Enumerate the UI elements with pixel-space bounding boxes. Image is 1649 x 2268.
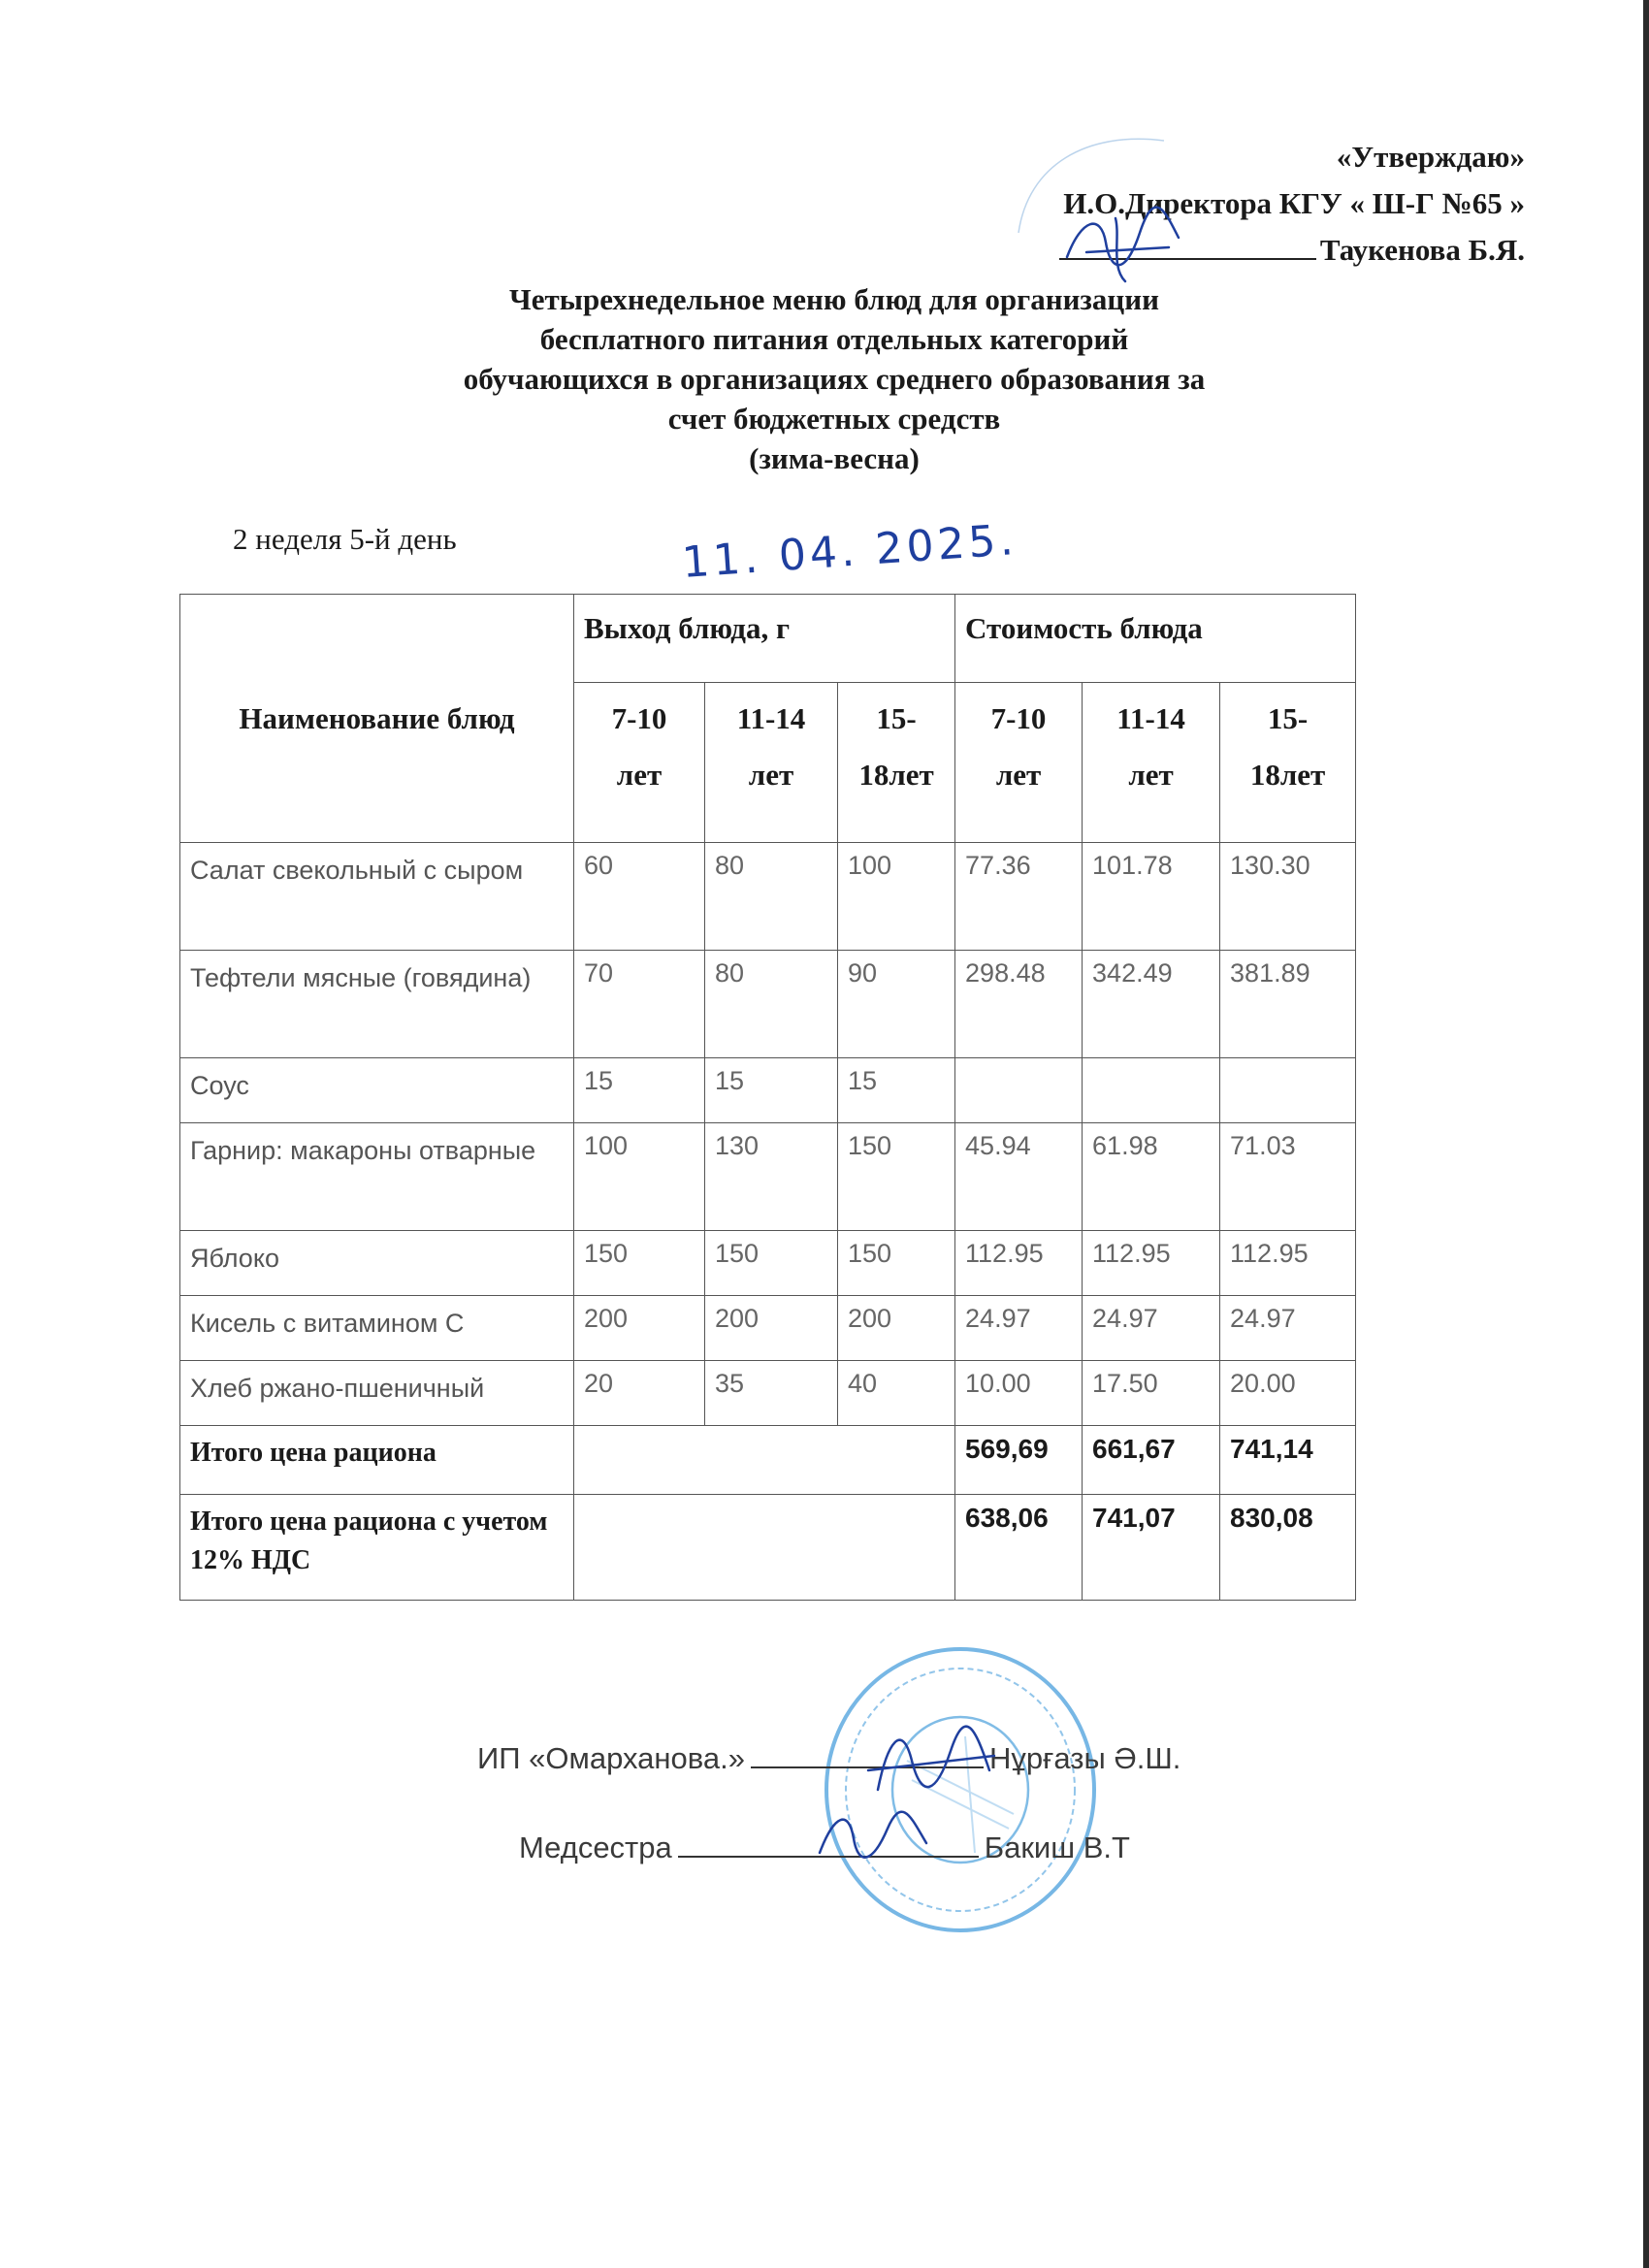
output-11-14: 35	[705, 1361, 838, 1426]
age-7-10-cost: 7-10 лет	[955, 683, 1083, 843]
dish-name: Хлеб ржано-пшеничный	[180, 1361, 574, 1426]
output-11-14: 130	[705, 1123, 838, 1231]
total-vat-15-18: 830,08	[1220, 1495, 1356, 1601]
table-row	[180, 1231, 1356, 1296]
nurse-label: Медсестра	[519, 1831, 672, 1864]
total-label: Итого цена рациона	[180, 1426, 574, 1495]
cost-11-14: 101.78	[1083, 843, 1220, 951]
cost-7-10: 10.00	[955, 1361, 1083, 1426]
total-vat-label: Итого цена рациона с учетом 12% НДС	[180, 1495, 574, 1601]
handwritten-date: 11. 04. 2025.	[680, 514, 1019, 588]
output-7-10: 150	[574, 1231, 705, 1296]
cost-11-14: 342.49	[1083, 951, 1220, 1058]
cost-7-10: 298.48	[955, 951, 1083, 1058]
nurse-signature-mark	[810, 1799, 936, 1867]
output-11-14: 200	[705, 1296, 838, 1361]
output-7-10: 200	[574, 1296, 705, 1361]
header-row	[180, 595, 1356, 683]
cost-15-18: 24.97	[1220, 1296, 1356, 1361]
cost-15-18: 112.95	[1220, 1231, 1356, 1296]
output-11-14: 15	[705, 1058, 838, 1123]
total-row	[180, 1426, 1356, 1495]
age-11-14-output: 11-14 лет	[705, 683, 838, 843]
dish-name: Кисель с витамином С	[180, 1296, 574, 1361]
age-15-18-cost: 15- 18лет	[1220, 683, 1356, 843]
cost-7-10: 45.94	[955, 1123, 1083, 1231]
table-row	[180, 1058, 1356, 1123]
output-15-18: 150	[838, 1123, 955, 1231]
total-vat-row	[180, 1495, 1356, 1601]
title-line-4: счет бюджетных средств	[667, 402, 1001, 436]
cost-15-18: 381.89	[1220, 951, 1356, 1058]
cost-11-14: 24.97	[1083, 1296, 1220, 1361]
dish-name: Гарнир: макароны отварные	[180, 1123, 574, 1231]
title-line-5: (зима-весна)	[749, 441, 920, 475]
output-7-10: 20	[574, 1361, 705, 1426]
ip-label: ИП «Омарханова.»	[477, 1741, 745, 1775]
output-15-18: 100	[838, 843, 955, 951]
table-row	[180, 1123, 1356, 1231]
cost-11-14: 112.95	[1083, 1231, 1220, 1296]
output-11-14: 80	[705, 843, 838, 951]
output-11-14: 80	[705, 951, 838, 1058]
approval-position: И.О.Директора КГУ « Ш-Г №65 »	[1063, 186, 1525, 220]
output-15-18: 90	[838, 951, 955, 1058]
dish-name: Салат свекольный с сыром	[180, 843, 574, 951]
ip-name: Нұрғазы Ә.Ш.	[988, 1741, 1181, 1775]
document-title	[320, 279, 1348, 478]
cost-7-10: 24.97	[955, 1296, 1083, 1361]
dish-name: Соус	[180, 1058, 574, 1123]
cost-7-10: 112.95	[955, 1231, 1083, 1296]
cost-7-10	[955, 1058, 1083, 1123]
age-15-18-output: 15- 18лет	[838, 683, 955, 843]
output-15-18: 200	[838, 1296, 955, 1361]
total-vat-empty-cell	[574, 1495, 955, 1601]
approval-title: «Утверждаю»	[1336, 140, 1525, 174]
cost-15-18: 71.03	[1220, 1123, 1356, 1231]
table-row	[180, 1361, 1356, 1426]
faint-stamp-arc	[1009, 126, 1203, 243]
cost-15-18	[1220, 1058, 1356, 1123]
cost-11-14: 17.50	[1083, 1361, 1220, 1426]
dish-name: Тефтели мясные (говядина)	[180, 951, 574, 1058]
total-15-18: 741,14	[1220, 1426, 1356, 1495]
total-11-14: 661,67	[1083, 1426, 1220, 1495]
total-7-10: 569,69	[955, 1426, 1083, 1495]
table-row	[180, 1296, 1356, 1361]
total-vat-11-14: 741,07	[1083, 1495, 1220, 1601]
title-line-3: обучающихся в организациях среднего образования за	[463, 362, 1206, 396]
age-7-10-output: 7-10 лет	[574, 683, 705, 843]
age-11-14-cost: 11-14 лет	[1083, 683, 1220, 843]
cost-15-18: 130.30	[1220, 843, 1356, 951]
table-row	[180, 843, 1356, 951]
dish-name: Яблоко	[180, 1231, 574, 1296]
output-15-18: 150	[838, 1231, 955, 1296]
dish-name-header: Наименование блюд	[180, 595, 574, 843]
scan-edge	[1643, 0, 1649, 2268]
table-row	[180, 951, 1356, 1058]
title-line-2: бесплатного питания отдельных категорий	[539, 322, 1129, 356]
output-7-10: 100	[574, 1123, 705, 1231]
cost-7-10: 77.36	[955, 843, 1083, 951]
ip-signature-mark	[858, 1712, 1004, 1804]
cost-header: Стоимость блюда	[955, 595, 1356, 683]
output-7-10: 70	[574, 951, 705, 1058]
menu-table	[179, 594, 1356, 1601]
cost-15-18: 20.00	[1220, 1361, 1356, 1426]
title-line-1: Четырехнедельное меню блюд для организации	[509, 282, 1159, 316]
output-15-18: 15	[838, 1058, 955, 1123]
output-7-10: 15	[574, 1058, 705, 1123]
output-7-10: 60	[574, 843, 705, 951]
cost-11-14: 61.98	[1083, 1123, 1220, 1231]
total-empty-cell	[574, 1426, 955, 1495]
nurse-name: Бакиш В.Т	[984, 1831, 1130, 1864]
week-day-label: 2 неделя 5-й день	[233, 522, 457, 556]
output-11-14: 150	[705, 1231, 838, 1296]
approval-name: Таукенова Б.Я.	[1319, 233, 1525, 267]
total-vat-7-10: 638,06	[955, 1495, 1083, 1601]
output-header: Выход блюда, г	[574, 595, 955, 683]
cost-11-14	[1083, 1058, 1220, 1123]
ip-signature-row	[477, 1739, 1180, 1776]
output-15-18: 40	[838, 1361, 955, 1426]
